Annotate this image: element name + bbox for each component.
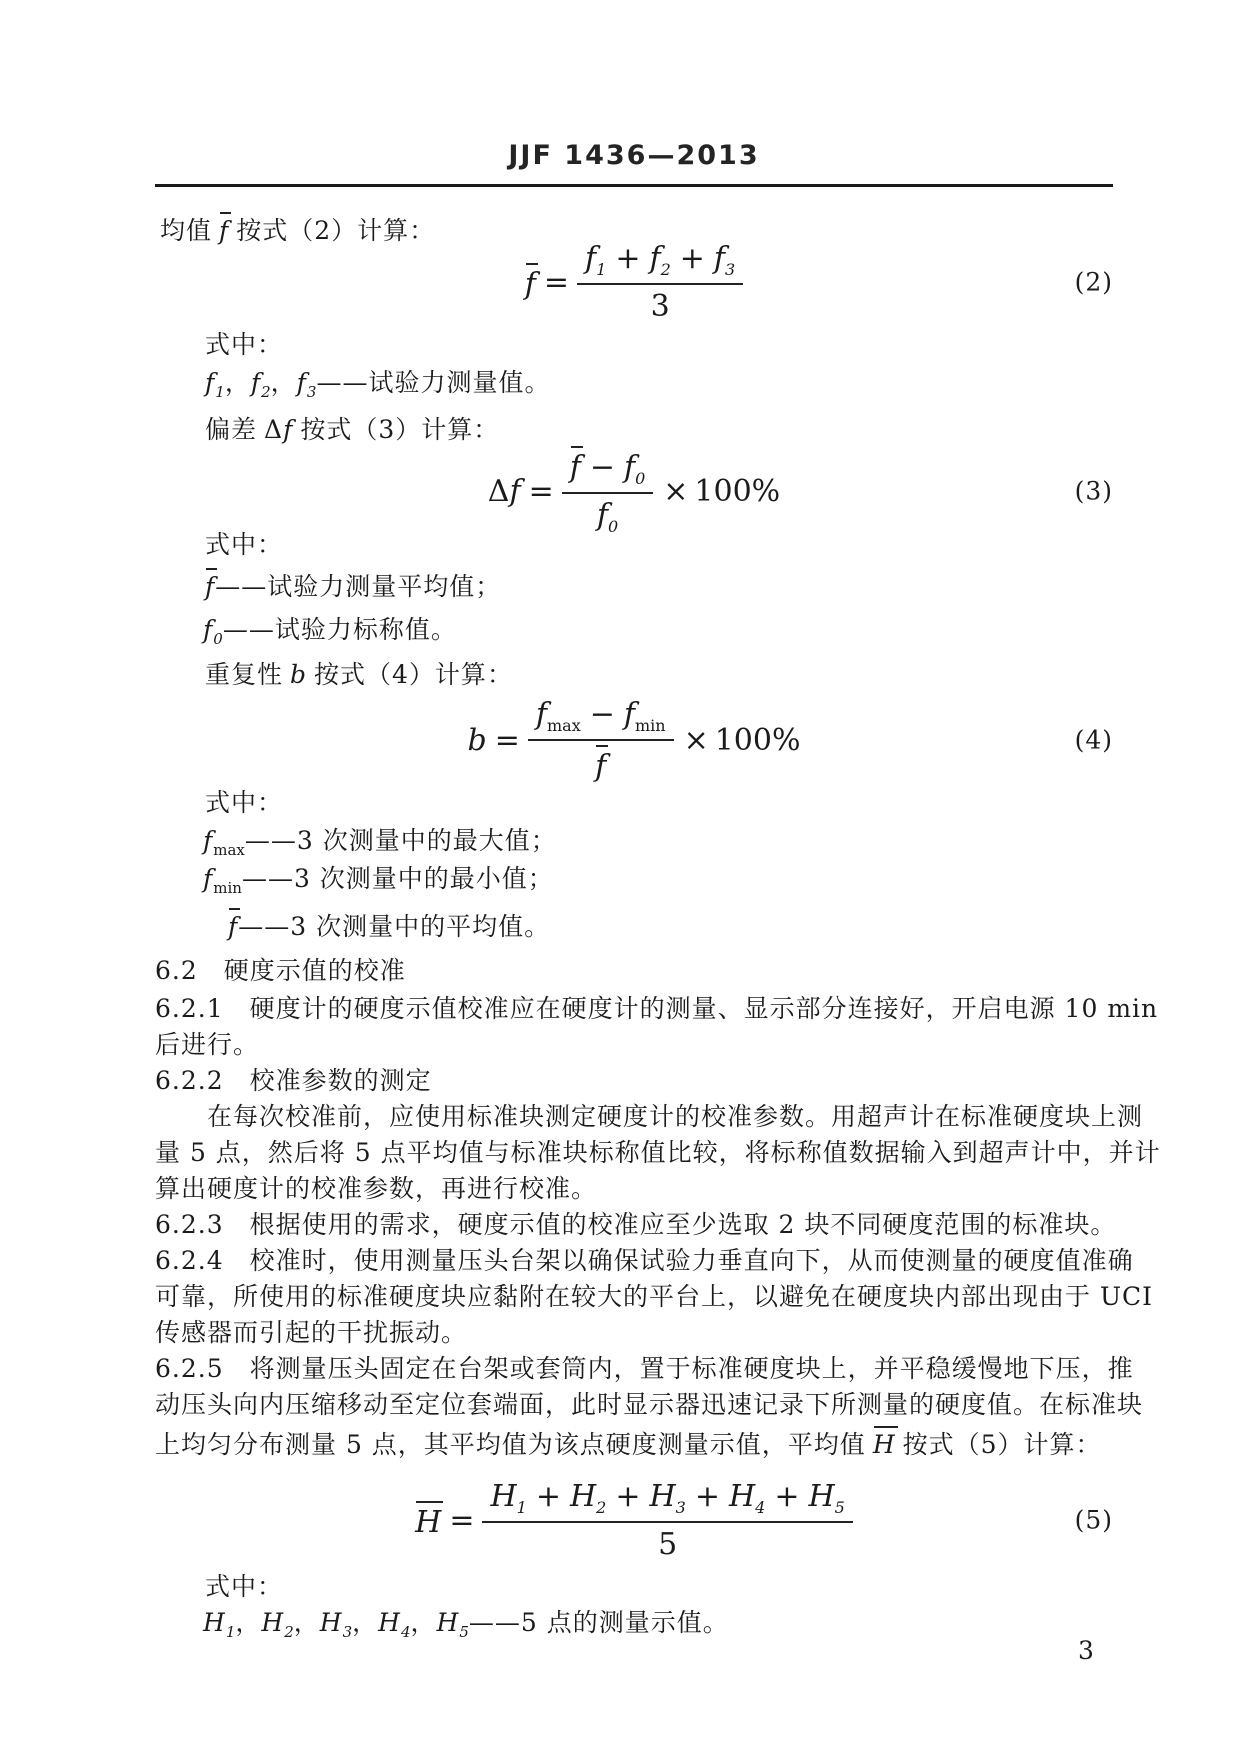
- subscript-1: 1: [215, 383, 225, 401]
- eq4-intro-line: [205, 660, 513, 690]
- plus-sign: +: [679, 240, 705, 276]
- b-symbol: b: [467, 722, 487, 758]
- subscript-4: 4: [755, 1497, 766, 1517]
- H-symbol: H: [319, 1608, 343, 1637]
- subscript-min: min: [634, 715, 666, 735]
- f-symbol: f: [205, 368, 216, 397]
- subscript-2: 2: [660, 259, 671, 279]
- definition-text: ——3 次测量中的最小值；: [241, 864, 554, 893]
- eq3-intro-pre: 偏差: [205, 415, 258, 444]
- para-6-2-5-line2: 动压头向内压缩移动至定位套端面，此时显示器迅速记录下所测量的硬度值。在标准块: [155, 1390, 1144, 1419]
- subscript-max: max: [213, 841, 245, 859]
- para-6-2-5-line3-pre: 上均匀分布测量 5 点，其平均值为该点硬度测量示值，平均值: [155, 1430, 866, 1459]
- subscript-0: 0: [213, 630, 223, 648]
- percent-value: 100%: [714, 722, 801, 758]
- equals-sign: =: [543, 264, 570, 300]
- subscript-max: max: [546, 715, 581, 735]
- where-label: 式中：: [205, 788, 284, 817]
- para-6-2-4-line1: 6.2.4 校准时，使用测量压头台架以确保试验力垂直向下，从而使测量的硬度值准确: [155, 1246, 1134, 1275]
- equation-5-number: (5): [1074, 1505, 1113, 1535]
- para-6-2-5-line3: [155, 1426, 1102, 1460]
- equals-sign: =: [494, 722, 520, 758]
- f-symbol: f: [596, 498, 608, 533]
- denominator: [528, 739, 674, 784]
- H-symbol: H: [203, 1608, 226, 1637]
- f-bar-symbol: f: [570, 446, 581, 485]
- para-6-2-1-line2: 后进行。: [155, 1030, 260, 1059]
- subscript-1: 1: [225, 1623, 236, 1641]
- H-symbol: H: [569, 1478, 597, 1514]
- fraction: [562, 446, 654, 536]
- subscript-3: 3: [342, 1623, 353, 1641]
- minus-sign: −: [589, 450, 615, 485]
- section-6-2-2-heading: 6.2.2 校准参数的测定: [155, 1066, 432, 1095]
- subscript-4: 4: [400, 1623, 411, 1641]
- para-6-2-4-line2: 可靠，所使用的标准硬度块应黏附在较大的平台上，以避免在硬度块内部出现由于 UCI: [155, 1282, 1154, 1311]
- para-6-2-2-line3: 算出硬度计的校准参数，再进行校准。: [155, 1174, 598, 1203]
- equation-5: [155, 1478, 1113, 1562]
- f-symbol: f: [585, 240, 597, 276]
- times-sign: ×: [663, 473, 689, 509]
- subscript-0: 0: [635, 469, 646, 488]
- equation-3-math: [488, 446, 780, 536]
- minus-sign: −: [589, 696, 615, 732]
- eq4-intro-post: 按式（4）计算：: [314, 660, 513, 689]
- subscript-3: 3: [725, 259, 736, 279]
- equation-2-math: [525, 241, 743, 324]
- f-symbol: f: [203, 864, 214, 893]
- f-symbol: f: [250, 368, 262, 397]
- comma: ，: [293, 1608, 320, 1637]
- fraction: [482, 1479, 852, 1562]
- subscript-1: 1: [516, 1497, 527, 1517]
- equation-2: [155, 240, 1113, 324]
- f-symbol: f: [623, 696, 635, 732]
- where-label: 式中：: [205, 330, 284, 359]
- definition-text: ——试验力测量平均值；: [215, 572, 502, 601]
- comma: ，: [352, 1608, 379, 1637]
- eq3-intro-line: [205, 415, 499, 445]
- H-symbol: H: [436, 1608, 460, 1637]
- H-bar-symbol: H: [415, 1501, 441, 1540]
- f-symbol: f: [296, 368, 307, 397]
- para-6-2-3: 6.2.3 根据使用的需求，硬度示值的校准应至少选取 2 块不同硬度范围的标准块。: [155, 1210, 1117, 1239]
- equation-3-number: (3): [1074, 476, 1113, 506]
- f-bar-symbol: f: [205, 568, 215, 602]
- standard-number: JJF 1436—2013: [508, 140, 760, 171]
- numerator: [577, 241, 743, 283]
- equation-2-number: (2): [1074, 267, 1113, 297]
- subscript-2: 2: [261, 383, 271, 401]
- H-symbol: H: [378, 1608, 401, 1637]
- numerator: [482, 1479, 852, 1521]
- f-symbol: f: [283, 415, 294, 444]
- delta-symbol: Δ: [487, 473, 510, 509]
- f-bar-symbol: f: [228, 908, 238, 942]
- times-sign: ×: [683, 722, 709, 758]
- subscript-3: 3: [675, 1497, 686, 1517]
- f-symbol: f: [623, 450, 636, 485]
- subscript-5: 5: [834, 1497, 845, 1517]
- definition-text: ——试验力测量值。: [316, 368, 551, 397]
- numerator: [562, 446, 654, 492]
- def-fmax-line: [203, 826, 557, 859]
- section-6-2-heading: 6.2 硬度示值的校准: [155, 956, 406, 985]
- definition-text: ——5 点的测量示值。: [468, 1608, 729, 1637]
- definition-text: ——3 次测量中的最大值；: [244, 826, 557, 855]
- def-fbar-line: [205, 568, 501, 602]
- denominator: [562, 492, 654, 536]
- equals-sign: =: [449, 1502, 475, 1538]
- H-symbol: H: [649, 1478, 676, 1514]
- denominator: 3: [577, 283, 743, 324]
- f-symbol: f: [649, 240, 661, 276]
- def-fbar2-line: [228, 908, 550, 942]
- definition-text: ——3 次测量中的平均值。: [238, 912, 551, 941]
- comma: ，: [235, 1608, 262, 1637]
- para-6-2-2-line1: 在每次校准前，应使用标准块测定硬度计的校准参数。用超声计在标准硬度块上测: [207, 1102, 1144, 1131]
- b-symbol: b: [290, 660, 308, 689]
- subscript-0: 0: [607, 517, 619, 536]
- where-label: 式中：: [205, 1572, 284, 1601]
- equation-5-math: [415, 1479, 853, 1562]
- para-6-2-2-line2: 量 5 点，然后将 5 点平均值与标准块标称值比较，将标称值数据输入到超声计中，并计: [155, 1138, 1161, 1167]
- f-symbol: f: [535, 696, 547, 732]
- para-6-2-1-line1: 6.2.1 硬度计的硬度示值校准应在硬度计的测量、显示部分连接好，开启电源 10 min: [155, 994, 1159, 1023]
- equals-sign: =: [528, 473, 554, 509]
- f-symbol: f: [203, 615, 214, 644]
- eq3-intro-post: 按式（3）计算：: [300, 415, 500, 444]
- fraction: [577, 241, 743, 324]
- comma: ，: [410, 1608, 437, 1637]
- percent-value: 100%: [694, 473, 781, 509]
- numerator: [528, 697, 674, 739]
- equation-4-math: [468, 697, 801, 784]
- equation-4: [155, 698, 1113, 782]
- where-label: 式中：: [205, 530, 284, 559]
- H-symbol: H: [490, 1478, 517, 1514]
- page-number: 3: [1078, 1636, 1094, 1665]
- fraction: [528, 697, 674, 784]
- definition-text: ——试验力标称值。: [222, 615, 457, 644]
- subscript-5: 5: [459, 1623, 469, 1641]
- equation-4-number: (4): [1074, 725, 1113, 755]
- def-f123-line: [205, 368, 550, 401]
- equation-3: [155, 450, 1113, 536]
- para-6-2-5-line1: 6.2.5 将测量压头固定在台架或套筒内，置于标准硬度块上，并平稳缓慢地下压，推: [155, 1354, 1134, 1383]
- f-symbol: f: [203, 826, 214, 855]
- plus-sign: +: [774, 1478, 800, 1514]
- comma: ，: [270, 368, 297, 397]
- subscript-1: 1: [596, 259, 607, 279]
- subscript-min: min: [213, 879, 242, 897]
- subscript-2: 2: [596, 1497, 607, 1517]
- comma: ，: [224, 368, 251, 397]
- def-H-line: [203, 1608, 729, 1641]
- para-6-2-5-line3-post: 按式（5）计算：: [902, 1430, 1102, 1459]
- f-symbol: f: [713, 240, 726, 276]
- f-symbol: f: [509, 473, 521, 509]
- plus-sign: +: [615, 240, 641, 276]
- f-bar-symbol: f: [595, 745, 606, 784]
- f-bar-symbol: f: [219, 212, 229, 246]
- H-symbol: H: [728, 1478, 756, 1514]
- plus-sign: +: [615, 1478, 641, 1514]
- def-f0-line: [203, 615, 457, 648]
- def-fmin-line: [203, 864, 554, 897]
- plus-sign: +: [694, 1478, 720, 1514]
- H-symbol: H: [808, 1478, 835, 1514]
- denominator: 5: [482, 1521, 852, 1562]
- subscript-3: 3: [306, 383, 317, 401]
- para-6-2-4-line3: 传感器而引起的干扰振动。: [155, 1318, 468, 1347]
- eq2-intro-pre: 均值: [160, 216, 213, 245]
- delta-symbol: Δ: [264, 415, 284, 444]
- eq4-intro-pre: 重复性: [205, 660, 284, 689]
- eq2-intro-post: 按式（2）计算：: [236, 216, 436, 245]
- subscript-2: 2: [284, 1623, 294, 1641]
- eq2-intro-line: [160, 212, 435, 246]
- header-rule: [155, 184, 1113, 187]
- plus-sign: +: [535, 1478, 561, 1514]
- H-bar-symbol: H: [873, 1426, 896, 1460]
- f-bar-symbol: f: [525, 263, 536, 302]
- H-symbol: H: [261, 1608, 285, 1637]
